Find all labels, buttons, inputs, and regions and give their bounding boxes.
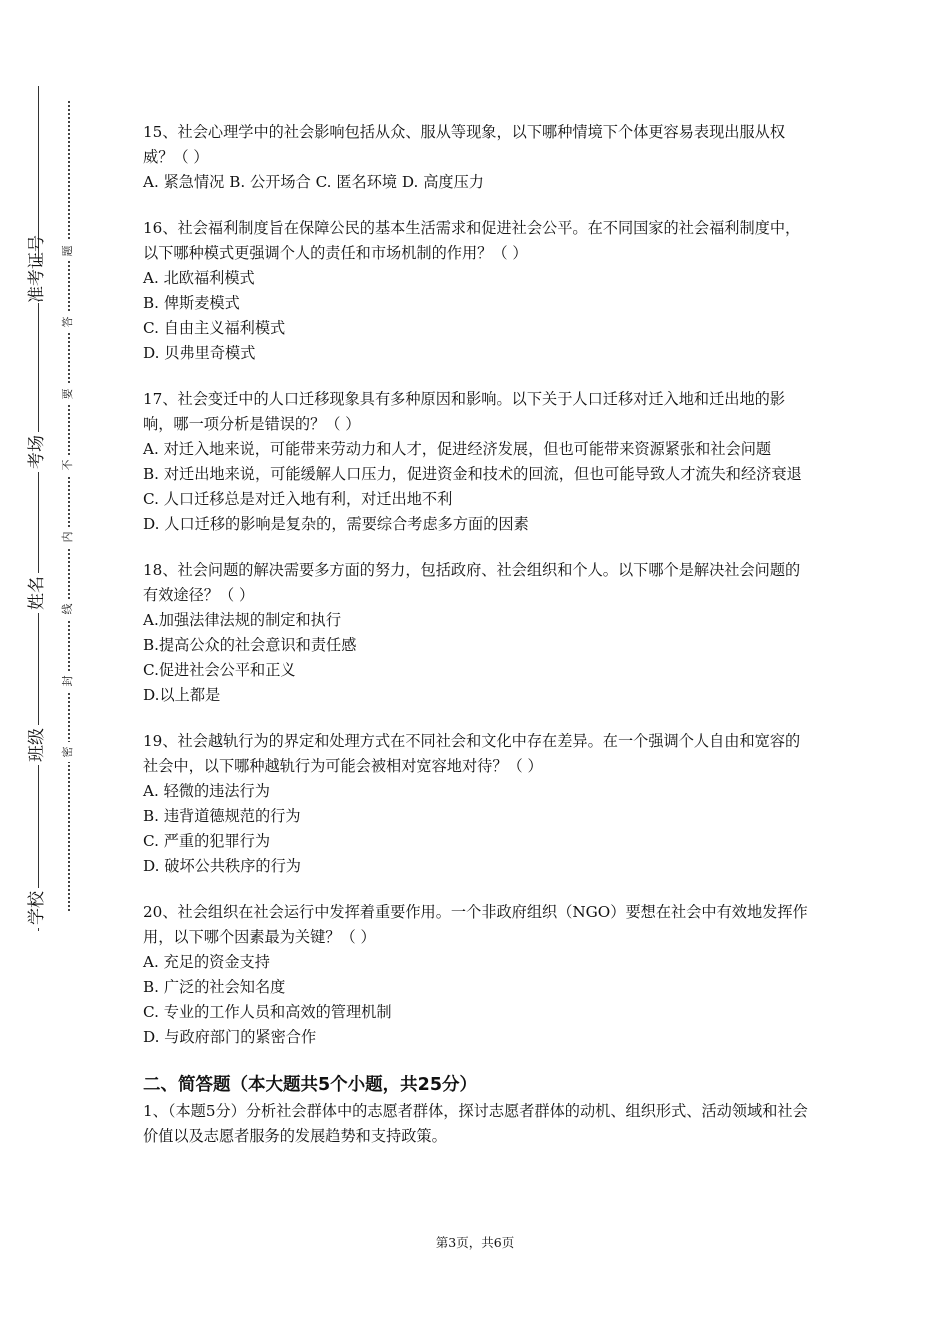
option-c: C. 自由主义福利模式 [143, 319, 286, 337]
option-a: A.加强法律法规的制定和执行 [143, 611, 342, 629]
option-b: B. 违背道德规范的行为 [143, 807, 301, 825]
question-stem: 17、社会变迁中的人口迁移现象具有多种原因和影响。以下关于人口迁移对迁入地和迁出地的影响，哪一项分析是错误的？（ ） [143, 390, 786, 433]
option-a: A. 对迁入地来说，可能带来劳动力和人才，促进经济发展，但也可能带来资源紧张和社会问题 [143, 440, 772, 458]
seal-char: 答 [62, 312, 76, 332]
seal-char: 要 [62, 384, 76, 404]
option-c: C. 人口迁移总是对迁入地有利，对迁出地不利 [143, 490, 453, 508]
seal-char: 内 [62, 527, 76, 547]
option-c: C. 专业的工作人员和高效的管理机制 [143, 1003, 392, 1021]
field-name-label: 姓名 [29, 573, 49, 613]
question-stem: 18、社会问题的解决需要多方面的努力，包括政府、社会组织和个人。以下哪个是解决社会问题的有效途径？（ ） [143, 561, 801, 604]
seal-char: 不 [62, 455, 76, 475]
option-d: D.以上都是 [143, 686, 221, 704]
option-b: B. 广泛的社会知名度 [143, 978, 286, 996]
binding-solid-line [38, 86, 39, 931]
option-b: B.提高公众的社会意识和责任感 [143, 636, 357, 654]
option-c: C. 严重的犯罪行为 [143, 832, 271, 850]
question-stem: 15、社会心理学中的社会影响包括从众、服从等现象，以下哪种情境下个体更容易表现出服从权威？（ ） [143, 123, 786, 166]
question-15 [143, 120, 811, 195]
page-footer: 第3页，共6页 [435, 1235, 515, 1250]
question-17 [143, 387, 811, 537]
option-c: C.促进社会公平和正义 [143, 661, 296, 679]
seal-dotted-line [68, 101, 70, 911]
seal-char: 题 [62, 241, 76, 261]
seal-char: 线 [62, 599, 76, 619]
question-20 [143, 900, 811, 1050]
seal-char: 封 [62, 671, 76, 691]
option-d: D. 破坏公共秩序的行为 [143, 857, 301, 875]
exam-content [143, 120, 811, 1149]
field-school-label: 学校 [29, 888, 49, 928]
option-b: B. 对迁出地来说，可能缓解人口压力，促进资金和技术的回流，但也可能导致人才流失和经济衰退 [143, 465, 802, 483]
option-b: B. 俾斯麦模式 [143, 294, 240, 312]
field-exam-id-label: 准考证号 [27, 235, 47, 303]
question-options: A. 紧急情况 B. 公开场合 C. 匿名环境 D. 高度压力 [143, 173, 484, 191]
option-a: A. 充足的资金支持 [143, 953, 270, 971]
question-stem: 19、社会越轨行为的界定和处理方式在不同社会和文化中存在差异。在一个强调个人自由和宽容的社会中，以下哪种越轨行为可能会被相对宽容地对待？（ ） [143, 732, 801, 775]
short-answer-question-1: 1、（本题5分）分析社会群体中的志愿者群体，探讨志愿者群体的动机、组织形式、活动领域和社会价值以及志愿者服务的发展趋势和支持政策。 [143, 1102, 808, 1145]
field-exam-room-label: 考场 [29, 432, 49, 472]
option-a: A. 轻微的违法行为 [143, 782, 270, 800]
option-d: D. 人口迁移的影响是复杂的，需要综合考虑多方面的因素 [143, 515, 529, 533]
option-a: A. 北欧福利模式 [143, 269, 255, 287]
seal-char: 密 [62, 742, 76, 762]
section-title: 二、简答题（本大题共5个小题，共25分） [143, 1075, 478, 1095]
question-19 [143, 729, 811, 879]
question-stem: 20、社会组织在社会运行中发挥着重要作用。一个非政府组织（NGO）要想在社会中有效地发挥作用，以下哪个因素最为关键？（ ） [143, 903, 808, 946]
question-stem: 16、社会福利制度旨在保障公民的基本生活需求和促进社会公平。在不同国家的社会福利制度中，以下哪种模式更强调个人的责任和市场机制的作用？（ ） [143, 219, 801, 262]
binding-margin [0, 0, 110, 1344]
question-18 [143, 558, 811, 708]
question-16 [143, 216, 811, 366]
option-d: D. 贝弗里奇模式 [143, 344, 256, 362]
section-short-answer [143, 1071, 811, 1149]
field-class-label: 班级 [29, 725, 49, 765]
option-d: D. 与政府部门的紧密合作 [143, 1028, 317, 1046]
